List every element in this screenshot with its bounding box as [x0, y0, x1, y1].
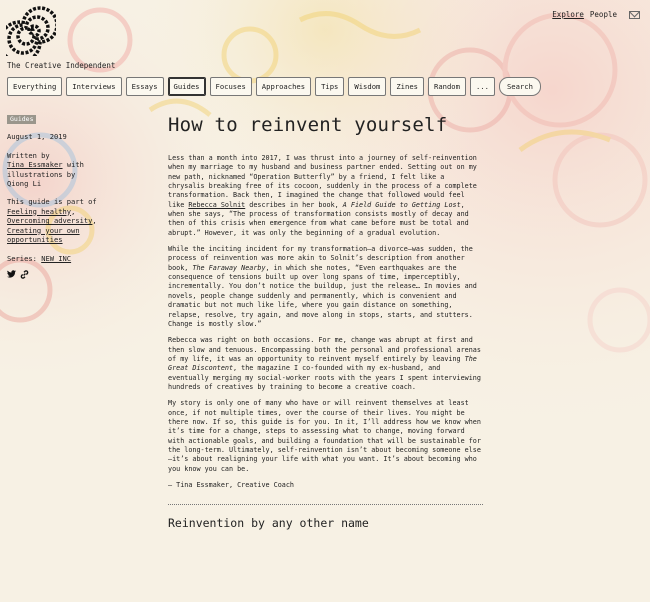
mail-icon[interactable] — [629, 11, 640, 19]
collection-link-overcoming-adversity[interactable]: Overcoming adversity — [7, 216, 93, 226]
category-guides[interactable]: Guides — [168, 77, 206, 96]
category-badge[interactable]: Guides — [7, 115, 36, 124]
with-label: with — [66, 160, 84, 170]
article-paragraph: Less than a month into 2017, I was thrust into a journey of self-reinvention when my marriage to my husband and business partner ended. Setting out on my new path, nicknamed “Operation Butterfly” by a friend, I felt like a chrysalis breaking free of its cocoon, suddenly in the process of a complete transformation. Back then, I imagined the change that followed would feel like Rebecca Solnit describes in her book, A Field Guide to Getting Lost, when she says, “The process of transformation consists mostly of decay and then of this crisis when emergence from what came before must be total and abrupt.” However, it was only the beginning of a gradual evolution. — [168, 154, 477, 237]
section-heading: Reinvention by any other name — [168, 516, 369, 531]
people-link[interactable]: People — [589, 10, 617, 19]
illustrator-name: Qiong Li — [7, 179, 42, 189]
twitter-icon[interactable] — [7, 270, 16, 278]
section-divider — [168, 504, 483, 505]
author-link[interactable]: Tina Essmaker — [7, 160, 63, 170]
publish-date: August 1, 2019 — [7, 132, 67, 141]
category-focuses[interactable]: Focuses — [210, 77, 252, 96]
top-nav — [552, 10, 640, 19]
site-name[interactable]: The Creative Independent — [7, 61, 116, 70]
article-title: How to reinvent yourself — [168, 114, 448, 136]
category-wisdom[interactable]: Wisdom — [348, 77, 386, 96]
category-nav — [7, 77, 541, 96]
logo-spiral-icon[interactable] — [6, 6, 56, 56]
share-icons — [7, 270, 97, 279]
more-categories-button[interactable]: ... — [470, 77, 495, 96]
series — [7, 254, 97, 264]
part-of-label: This guide is part of — [7, 196, 97, 206]
link-icon[interactable] — [20, 270, 29, 279]
illustrations-by-label: illustrations by — [7, 169, 76, 179]
category-essays[interactable]: Essays — [126, 77, 164, 96]
article-main — [168, 114, 483, 529]
category-interviews[interactable]: Interviews — [66, 77, 121, 96]
collections: This guide is part of Feeling healthy, Overcoming adversity, Creating your own opportunities — [7, 196, 97, 245]
category-approaches[interactable]: Approaches — [256, 77, 311, 96]
article-signature: — Tina Essmaker, Creative Coach — [168, 481, 294, 489]
article-sidebar — [7, 114, 97, 279]
article-paragraph: Rebecca was right on both occasions. For me, change was abrupt at first and then slow and tenuous. Encompassing both the personal and professional arenas of my life, it was an opportunity to reinvent myself entirely by leaving The Great Discontent, the magazine I co-founded with my ex-husband, and eventually merging my social-worker roots with the years I spent interviewing hundreds of creatives by training to become a creative coach. — [168, 336, 481, 391]
written-by-label: Written by — [7, 150, 50, 160]
collection-link-creating-opportunities[interactable]: Creating your own opportunities — [7, 225, 80, 245]
category-tips[interactable]: Tips — [315, 77, 344, 96]
search-button[interactable]: Search — [499, 77, 541, 96]
category-everything[interactable]: Everything — [7, 77, 62, 96]
explore-link[interactable]: Explore — [552, 10, 584, 19]
category-random[interactable]: Random — [428, 77, 466, 96]
article-body — [168, 154, 483, 529]
collection-link-feeling-healthy[interactable]: Feeling healthy — [7, 206, 72, 216]
rebecca-solnit-link[interactable]: Rebecca Solnit — [188, 200, 246, 209]
series-link[interactable]: NEW INC — [41, 253, 72, 263]
article-paragraph: While the inciting incident for my transformation—a divorce—was sudden, the process of reinvention was more akin to Solnit’s description from another book, The Faraway Nearby, in which she notes, “Even earthquakes are the consequence of tensions built up over long spans of time, imperceptibly, incrementally. You don’t notice the buildup, just the release… In movies and novels, people change suddenly and permanently, which is convenient and dramatic but not much like life, where you gain distance on something, relapse, resolve, try again, and move along in stops, starts, and stutters. Change is mostly slow.” — [168, 245, 477, 328]
category-zines[interactable]: Zines — [390, 77, 424, 96]
series-label: Series: — [7, 253, 37, 263]
article-paragraph: My story is only one of many who have or will reinvent themselves at least once, if not multiple times, over the course of their lives. You might be there now. If so, this guide is for you. In it, I’ll address how we know when it’s time for a change, steps to assessing what to change, moving forward with actionable goals, and building a foundation that will be sustainable for the long-term. Ultimately, self-reinvention isn’t about becoming someone else—it’s about realigning your life with what you want. It’s about becoming who you know you can be. — [168, 399, 481, 473]
byline — [7, 151, 97, 189]
